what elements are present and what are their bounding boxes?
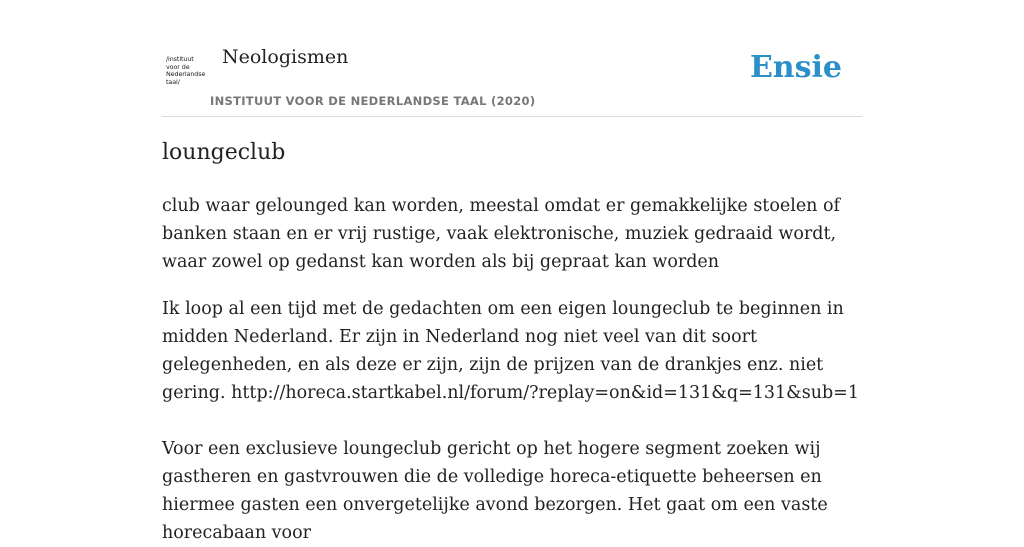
logo-line: Nederlandse <box>166 70 206 79</box>
logo-line: taal/ <box>166 77 180 86</box>
logo-line: voor de <box>166 62 190 71</box>
entry-headword: loungeclub <box>162 140 286 165</box>
logo-line: /instituut <box>166 55 194 63</box>
ivdnt-logo[interactable] <box>166 56 206 88</box>
ensie-logo-link[interactable]: Ensie <box>749 50 842 85</box>
source-subtitle: INSTITUUT VOOR DE NEDERLANDSE TAAL (2020) <box>210 94 536 108</box>
entry-definition: club waar gelounged kan worden, meestal omdat er gemakkelijke stoelen of banken staan en er vrij rustige, vaak elektronische, muziek gedraaid wordt, waar zowel op gedanst kan worden als bij gepraat kan worden <box>162 196 841 272</box>
source-title-link[interactable]: Neologismen <box>222 46 349 68</box>
entry-content <box>162 192 862 547</box>
source-header <box>162 0 862 117</box>
entry-example: Ik loop al een tijd met de gedachten om een eigen loungeclub te beginnen in midden Nederland. Er zijn in Nederland nog niet veel van dit soort gelegenheden, en als deze er zijn, zijn de prijzen van de drankjes enz. niet gering. http://horeca.startkabel.nl/forum/?replay=on&id=131&q=131&sub=1 Voor een exclusieve loungeclub gericht op het hogere segment zoeken wij gastheren en gastvrouwen die de volledige horeca-etiquette beheersen en hiermee gasten een onvergetelijke avond bezorgen. Het gaat om een vaste horecabaan voor <box>162 299 859 543</box>
